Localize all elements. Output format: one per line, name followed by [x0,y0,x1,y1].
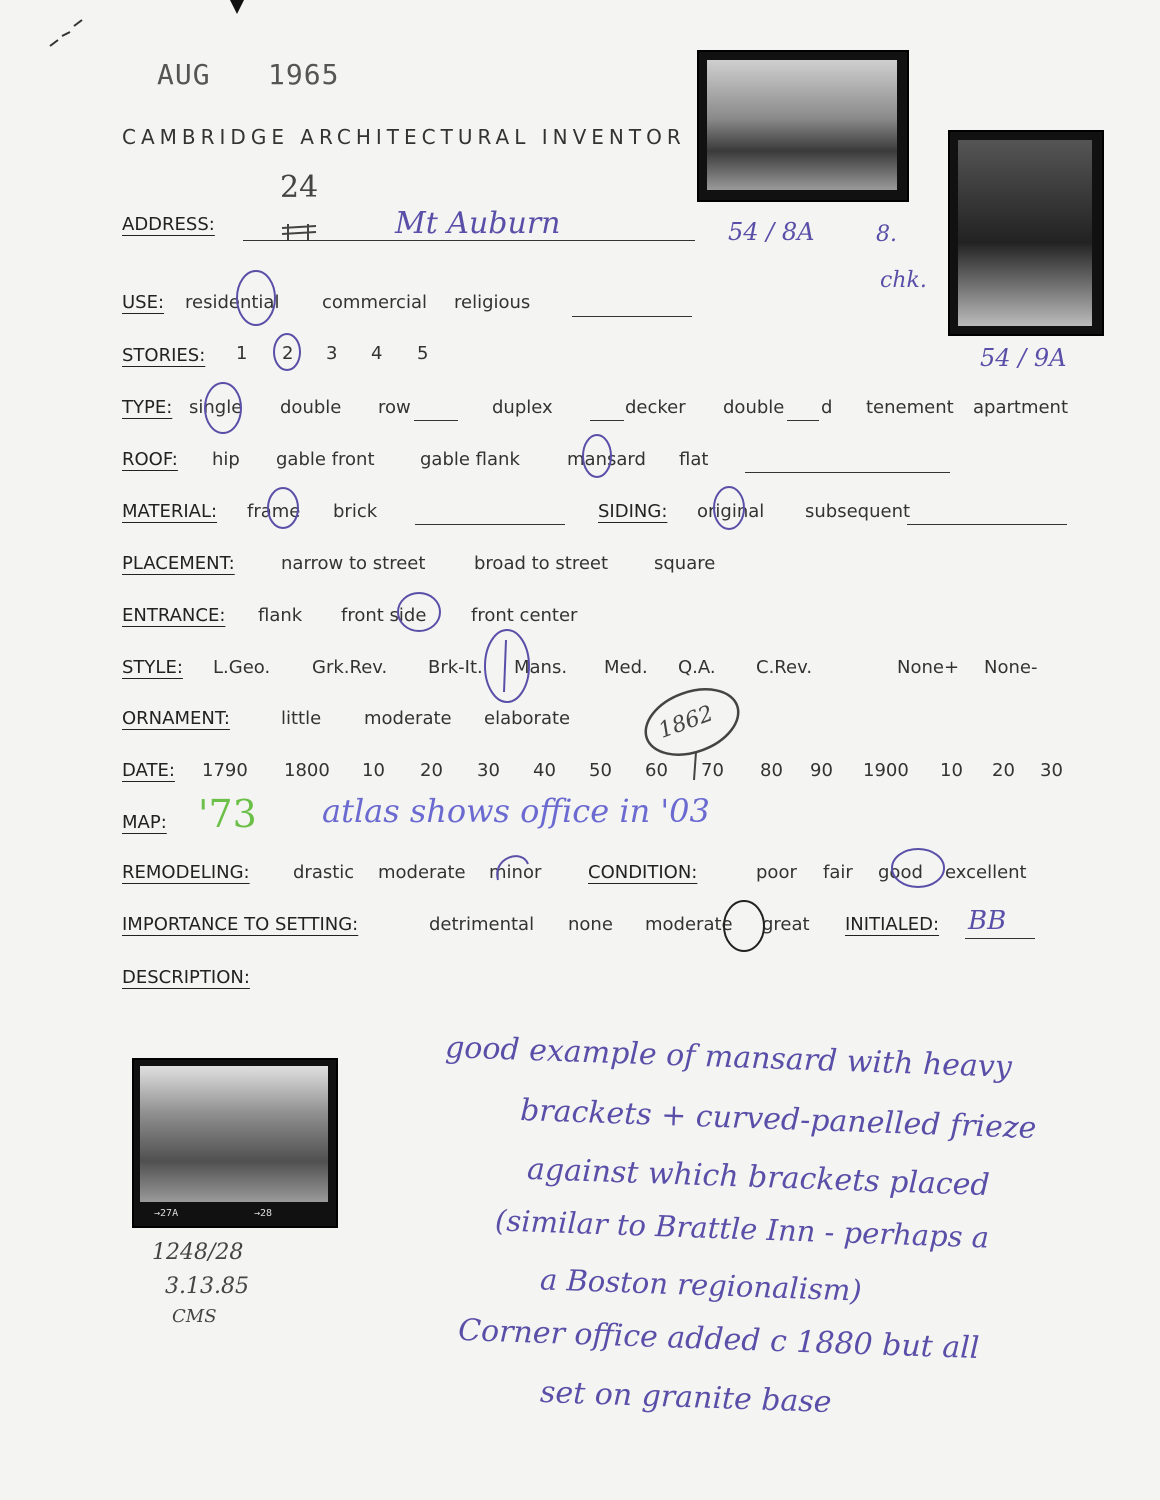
description-line-5: a Boston regionalism) [539,1262,863,1308]
description-label: DESCRIPTION: [122,967,250,988]
condition-option-good: good [878,862,923,883]
type-option-duplex: duplex [492,397,553,418]
description-line-4: (similar to Brattle Inn - perhaps a [494,1203,990,1255]
circle-mark-siding [712,484,748,532]
date-option-20: 20 [420,760,443,781]
circle-mark-stories [272,332,304,372]
importance-option-detrimental: detrimental [429,914,535,935]
importance-label: IMPORTANCE TO SETTING: [122,914,359,935]
date-option-1900: 1900 [863,760,909,781]
photo-note-ref: 1248/28 [152,1240,244,1265]
strikeout-mark [280,222,320,242]
stories-option-2: 2 [282,343,294,364]
material-option-frame: frame [247,501,301,522]
condition-option-poor: poor [756,862,797,883]
stories-option-1: 1 [236,343,248,364]
frame-a-label: 27A [160,1208,179,1219]
condition-option-fair: fair [823,862,853,883]
condition-label: CONDITION: [588,862,698,883]
material-label: MATERIAL: [122,501,218,522]
circle-mark-type [203,380,245,436]
description-line-6: Corner office added c 1880 but all [457,1312,980,1367]
entrance-option-front-center: front center [471,605,578,626]
type-option-apartment: apartment [973,397,1069,418]
circle-mark-use [234,268,278,328]
type-option-d: d [821,397,833,418]
contact-sheet-photo: →27A →28 [132,1058,338,1228]
type-label: TYPE: [122,397,173,418]
building-photo-top [697,50,909,202]
circle-mark-roof [580,432,614,480]
importance-option-moderate: moderate [645,914,733,935]
importance-option-great: great [762,914,810,935]
type-option-double: double [280,397,342,418]
placement-label: PLACEMENT: [122,553,235,574]
stamp-year: 1965 [268,58,340,91]
address-label: ADDRESS: [122,214,215,235]
stories-option-5: 5 [417,343,429,364]
use-label: USE: [122,292,165,313]
style-option-grkrev: Grk.Rev. [312,657,388,678]
siding-label: SIDING: [598,501,668,522]
photo-ref-right: 54 / 9A [980,344,1067,372]
roof-label: ROOF: [122,449,178,470]
photo-mark-chk: chk. [880,268,927,293]
photo-ref-top: 54 / 8A [728,218,815,246]
style-option-med: Med. [604,657,648,678]
entrance-option-front-side: front side [341,605,427,626]
description-line-2: brackets + curved-panelled frieze [519,1092,1038,1147]
style-option-qa: Q.A. [678,657,716,678]
use-option-religious: religious [454,292,531,313]
ornament-option-elaborate: elaborate [484,708,571,729]
date-option-40: 40 [533,760,556,781]
style-option-none-minus: None- [984,657,1038,678]
date-option-30: 30 [477,760,500,781]
photo-note-initials: CMS [172,1306,217,1327]
style-label: STYLE: [122,657,183,678]
initialed-value: BB [968,906,1007,936]
use-option-residential: residential [185,292,280,313]
material-option-brick: brick [333,501,378,522]
circle-mark-importance [722,898,768,954]
date-option-1910: 10 [940,760,963,781]
siding-option-original: original [697,501,765,522]
condition-option-excellent: excellent [945,862,1027,883]
roof-option-gable-flank: gable flank [420,449,520,470]
date-option-60: 60 [645,760,668,781]
remodeling-option-moderate: moderate [378,862,466,883]
type-option-decker: decker [625,397,686,418]
map-year-note: '73 [198,792,257,836]
stories-option-3: 3 [326,343,338,364]
style-option-none-plus: None+ [897,657,960,678]
description-line-7: set on granite base [539,1374,833,1421]
map-note: atlas shows office in '03 [322,792,710,830]
date-option-50: 50 [589,760,612,781]
circle-mark-entrance [396,590,444,634]
initialed-label: INITIALED: [845,914,940,935]
type-option-double-decker: double [723,397,785,418]
photo-note-date: 3.13.85 [165,1274,249,1299]
siding-option-subsequent: subsequent [805,501,911,522]
address-street: Mt Auburn [395,206,561,241]
entrance-label: ENTRANCE: [122,605,226,626]
circle-mark-remodeling [492,848,532,888]
map-label: MAP: [122,812,167,833]
type-option-row: row [378,397,411,418]
stamp-month: AUG [157,58,211,91]
circle-mark-condition [890,846,948,890]
date-option-1800: 1800 [284,760,330,781]
frame-b-label: 28 [260,1208,273,1219]
importance-option-none: none [568,914,613,935]
type-option-single: single [189,397,243,418]
roof-option-flat: flat [679,449,709,470]
date-option-90: 90 [810,760,833,781]
remodeling-option-minor: minor [489,862,542,883]
roof-option-mansard: mansard [567,449,646,470]
address-number: 24 [280,170,319,205]
date-option-80: 80 [760,760,783,781]
date-option-1920: 20 [992,760,1015,781]
remodeling-option-drastic: drastic [293,862,355,883]
building-photo-right [948,130,1104,336]
date-option-70: 70 [701,760,724,781]
use-option-commercial: commercial [322,292,427,313]
corner-smudge [48,10,88,50]
description-line-3: against which brackets placed [526,1151,991,1204]
style-option-crev: C.Rev. [756,657,813,678]
form-header: CAMBRIDGE ARCHITECTURAL INVENTOR [122,125,686,149]
stories-label: STORIES: [122,345,206,366]
circle-mark-style [482,626,532,706]
placement-option-narrow: narrow to street [281,553,426,574]
ornament-option-moderate: moderate [364,708,452,729]
roof-option-gable-front: gable front [276,449,375,470]
entrance-option-flank: flank [258,605,303,626]
circle-mark-material [266,485,302,531]
date-option-1930: 30 [1040,760,1063,781]
date-option-10: 10 [362,760,385,781]
stories-option-4: 4 [371,343,383,364]
date-handwritten: 1862 [655,701,717,744]
placement-option-square: square [654,553,716,574]
style-option-lgeo: L.Geo. [213,657,271,678]
description-line-1: good example of mansard with heavy [444,1030,1013,1085]
ornament-option-little: little [281,708,322,729]
type-option-tenement: tenement [866,397,954,418]
roof-option-hip: hip [212,449,240,470]
corner-tab [230,0,244,16]
placement-option-broad: broad to street [474,553,609,574]
date-label: DATE: [122,760,175,781]
photo-mark-b: 8. [876,222,897,247]
style-option-brkit: Brk-It. [428,657,483,678]
circle-mark-date [640,684,748,784]
date-option-1790: 1790 [202,760,248,781]
style-option-mans: Mans. [514,657,568,678]
remodeling-label: REMODELING: [122,862,250,883]
ornament-label: ORNAMENT: [122,708,230,729]
